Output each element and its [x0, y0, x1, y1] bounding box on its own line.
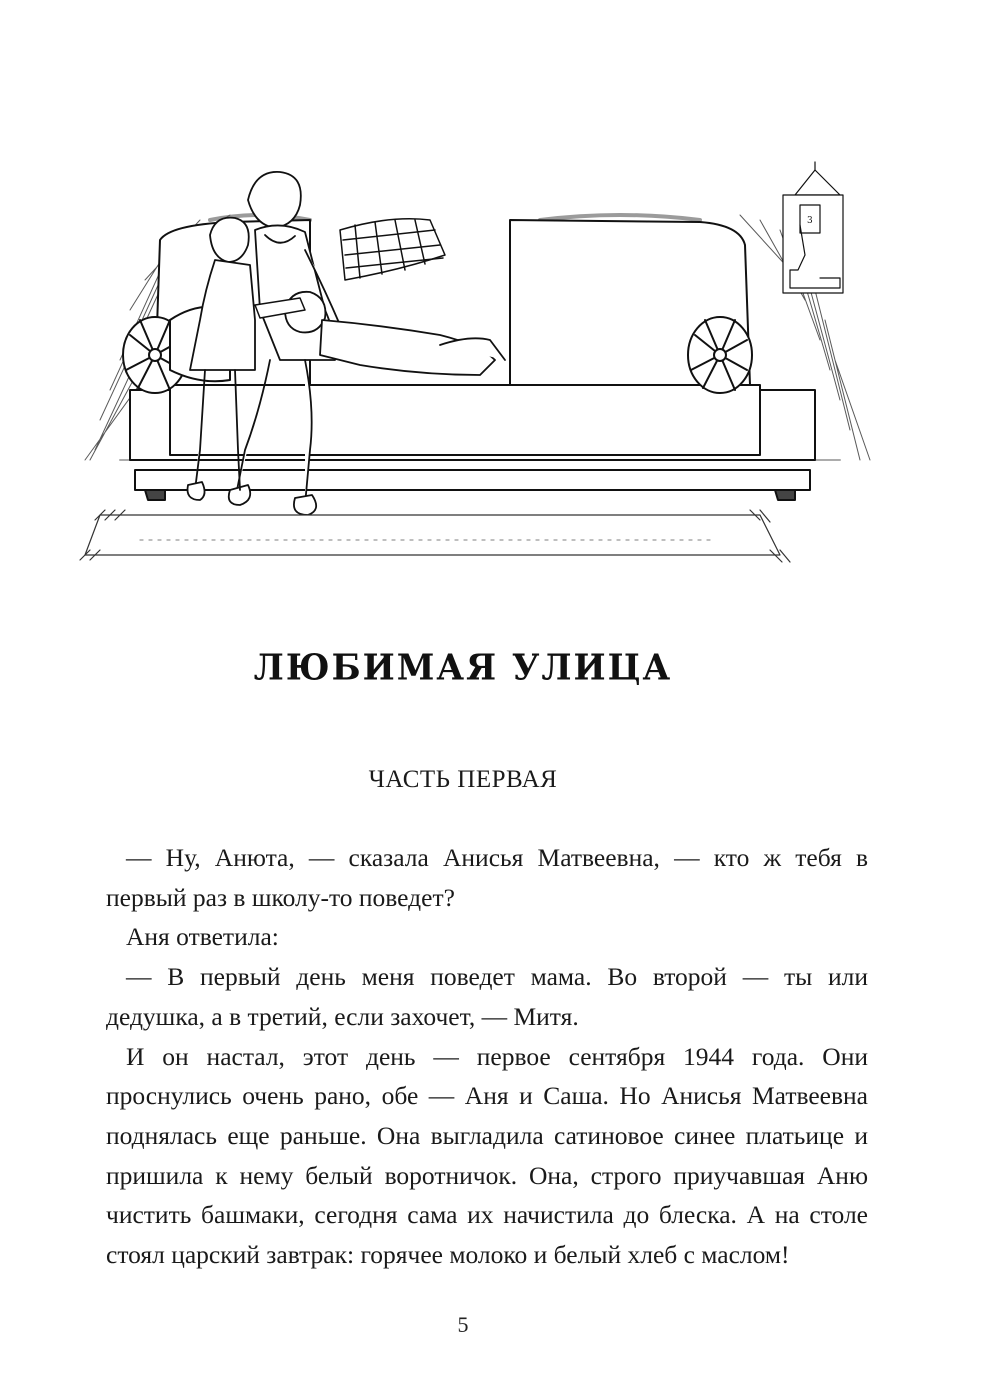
rug	[80, 510, 790, 562]
page-number: 5	[457, 1312, 469, 1337]
wall-calendar	[783, 162, 843, 293]
chapter-title: ЛЮБИМАЯ УЛИЦА	[253, 647, 673, 689]
paragraph: — Ну, Анюта, — сказала Анисья Матвеевна, — кто ж тебя в первый раз в школу-то поведет?	[106, 843, 868, 912]
paragraph: — В первый день меня поведет мама. Во второй — ты или дедушка, а в третий, если захочет, — Митя.	[106, 962, 868, 1031]
paragraph: Аня ответила:	[126, 922, 279, 952]
sofa-family-illustration	[60, 160, 880, 570]
calendar-day: 3	[807, 216, 813, 226]
paragraph: И он настал, этот день — первое сентября 1944 года. Они проснулись очень рано, обе — Аня и Саша. Но Анисья Матвеевна поднялась еще раньше. Она выгладила сатиновое синее платьице и пришила к нему белый воротничок. Она, строго приучавшая Аню чистить башмаки, сегодня сама их начистила до блеска. А на столе стоял царский завтрак: горячее молоко и белый хлеб с маслом!	[106, 1041, 868, 1270]
plaid-throw	[340, 219, 445, 280]
part-title: ЧАСТЬ ПЕРВАЯ	[368, 766, 558, 793]
body-text	[106, 838, 868, 1275]
